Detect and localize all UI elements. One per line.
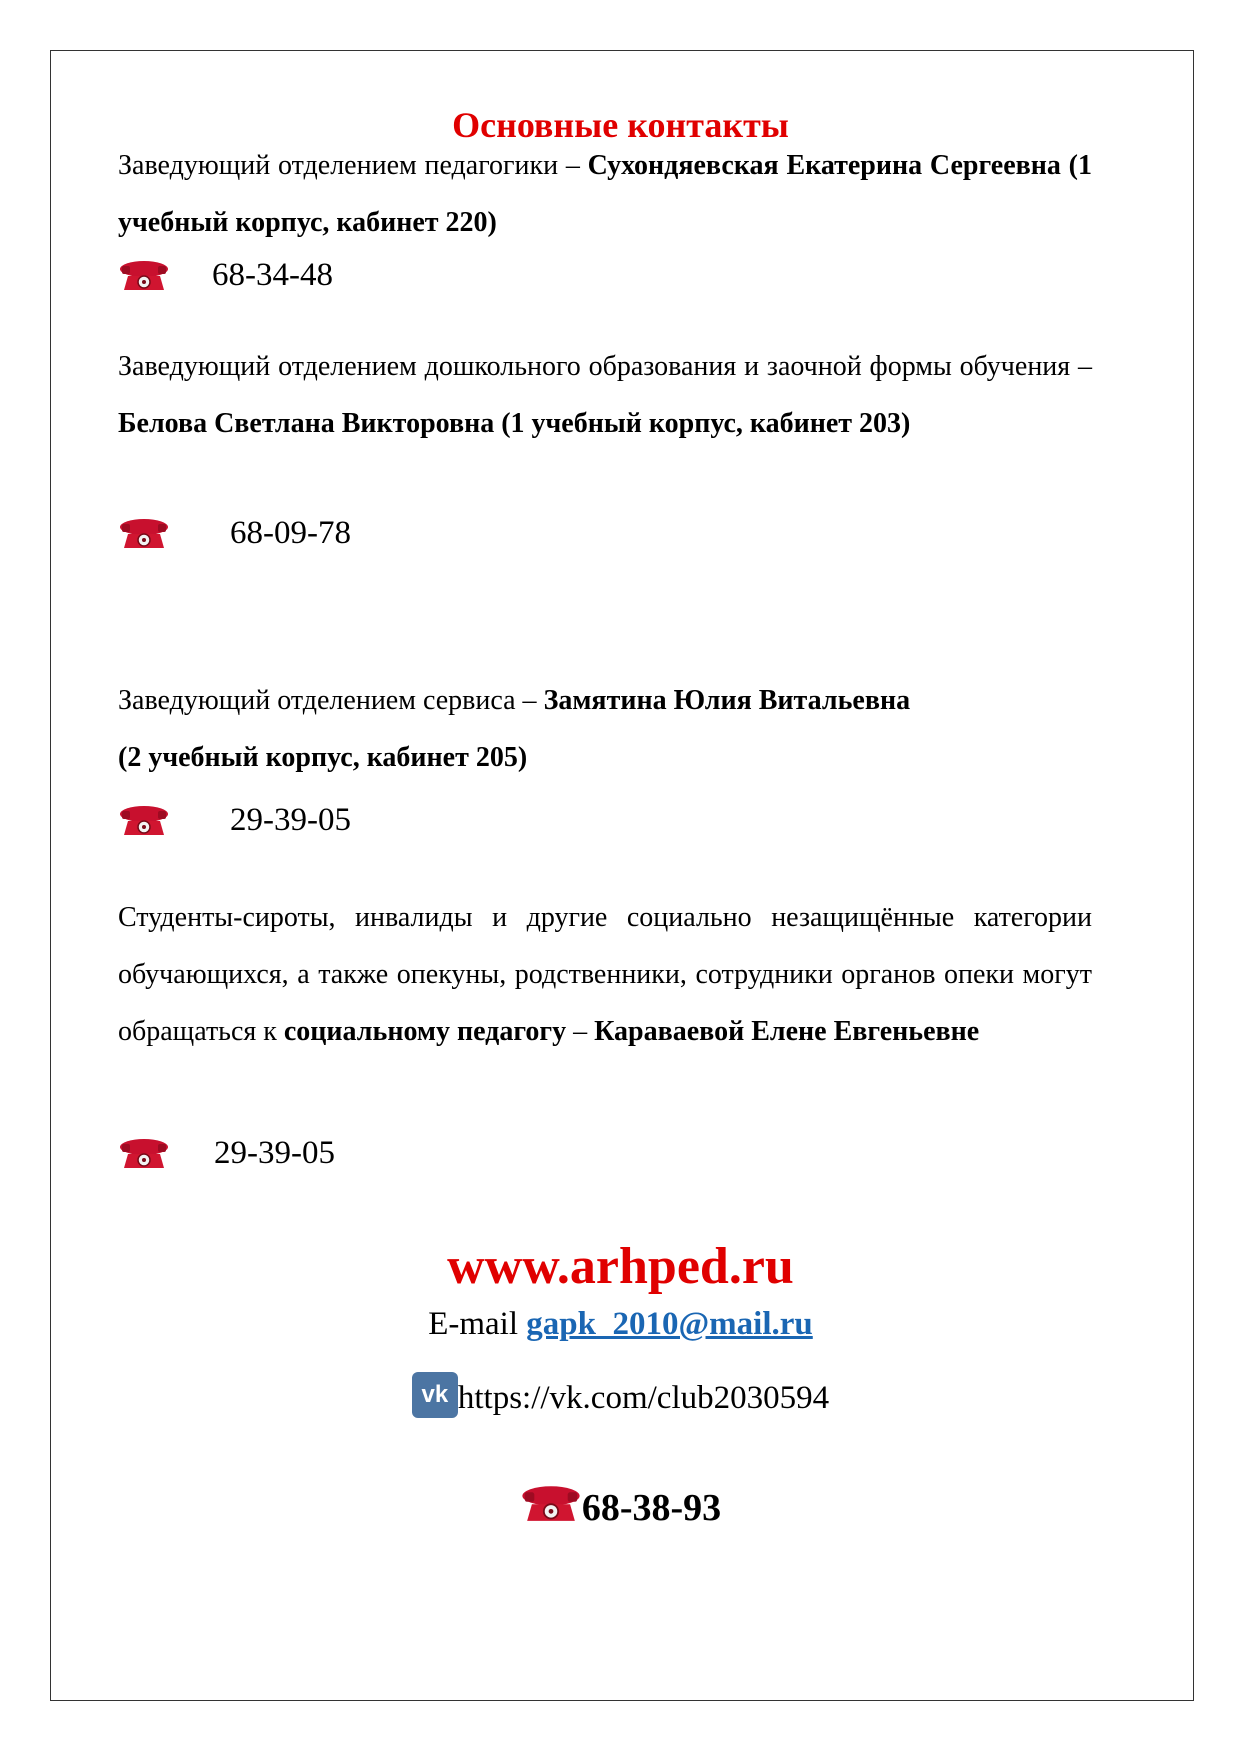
vk-icon[interactable]: vk	[412, 1372, 458, 1418]
email-link[interactable]: gapk_2010@mail.ru	[526, 1306, 813, 1342]
contact-phone-line-2	[118, 508, 351, 558]
contact-name: Караваевой Елене Евгеньевне	[594, 1016, 980, 1047]
contact-phone: 68-34-48	[212, 256, 333, 293]
contact-phone-line-4	[118, 1128, 335, 1178]
main-phone-line	[0, 1480, 1241, 1536]
phone-icon	[118, 516, 170, 550]
contact-dash: –	[566, 1016, 595, 1047]
contact-block-3	[118, 672, 1092, 786]
contact-position: Заведующий отделением педагогики –	[118, 150, 588, 181]
website-link[interactable]: www.arhped.ru	[447, 1238, 794, 1295]
contact-position: Заведующий отделением дошкольного образования и заочной формы обучения –	[118, 351, 1092, 382]
phone-icon	[118, 803, 170, 837]
contact-phone: 29-39-05	[214, 1134, 335, 1171]
contact-phone: 68-09-78	[230, 514, 351, 551]
contact-block-2	[118, 338, 1092, 452]
contact-block-4	[118, 889, 1092, 1060]
vk-url[interactable]: https://vk.com/club2030594	[457, 1380, 830, 1416]
contact-position: Заведующий отделением сервиса –	[118, 685, 544, 716]
page-title: Основные контакты	[452, 105, 789, 145]
contact-role: социальному педагогу	[283, 1016, 567, 1047]
contact-name: Сухондяевская Екатерина Сергеевна (1 учебный корпус, кабинет 220)	[118, 150, 1092, 238]
contact-block-1	[118, 137, 1092, 251]
email-label: E-mail	[428, 1306, 527, 1342]
contact-phone-line-3	[118, 795, 351, 845]
contact-phone-line-1	[118, 250, 333, 300]
vk-line	[0, 1373, 1241, 1428]
contact-name: Белова Светлана Викторовна (1 учебный корпус, кабинет 203)	[118, 408, 911, 439]
phone-icon	[520, 1482, 582, 1524]
phone-icon	[118, 258, 170, 292]
contact-position: Студенты-сироты, инвалиды и другие социально незащищённые категории обучающихся, а также опекуны, родственники, сотрудники органов опеки могут обращаться к	[118, 902, 1092, 1047]
email-line	[0, 1302, 1241, 1346]
contact-location: (2 учебный корпус, кабинет 205)	[118, 742, 528, 773]
main-phone-number: 68-38-93	[581, 1487, 722, 1529]
contact-phone: 29-39-05	[230, 801, 351, 838]
contact-name: Замятина Юлия Витальевна	[543, 685, 911, 716]
phone-icon	[118, 1136, 170, 1170]
